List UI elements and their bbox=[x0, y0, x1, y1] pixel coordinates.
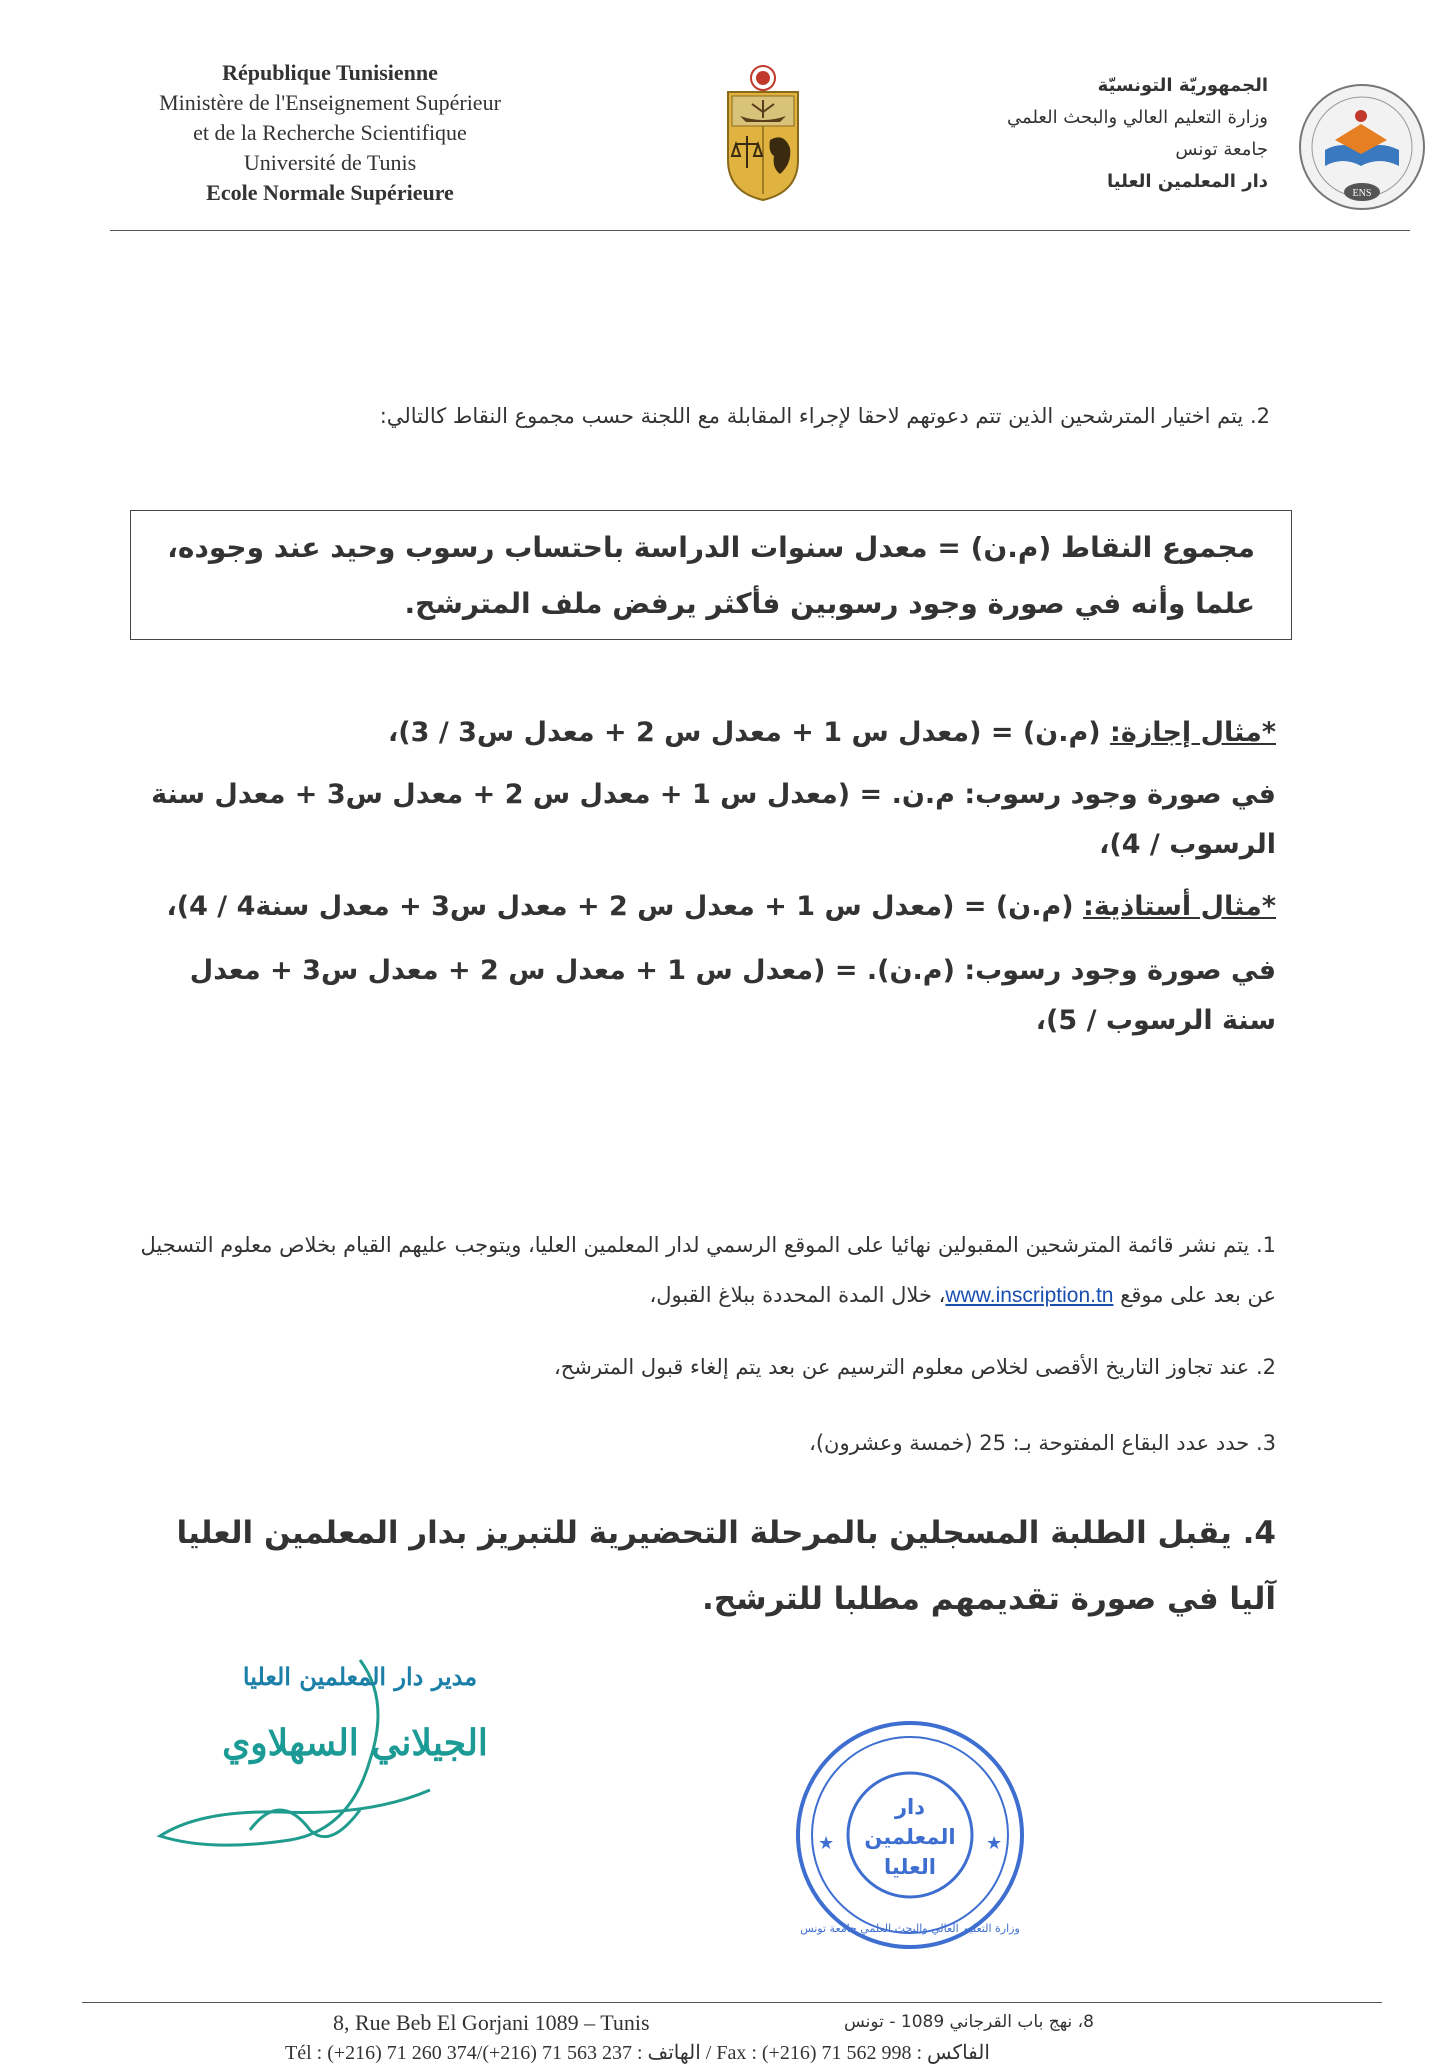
coat-of-arms-icon bbox=[722, 64, 804, 202]
example-agreg bbox=[136, 882, 1276, 932]
header-fr-ministry-cont: et de la Recherche Scientifique bbox=[193, 120, 467, 145]
section-2-number: 2. bbox=[1249, 404, 1270, 428]
header-fr-school: Ecole Normale Supérieure bbox=[206, 180, 454, 205]
header-arabic bbox=[948, 70, 1268, 198]
signature-title: مدير دار المعلمين العليا bbox=[242, 1662, 478, 1691]
header-ar-republic: الجمهوريّة التونسيّة bbox=[1097, 75, 1268, 96]
footer-address-ar: 8، نهج باب القرجاني 1089 - تونس bbox=[844, 2012, 1094, 2032]
section-2-paragraph bbox=[120, 404, 1270, 428]
example-licence-formula: (م.ن) = (معدل س 1 + معدل س 2 + معدل س3 / 3)، bbox=[388, 717, 1101, 748]
list-item-3-text: حدد عدد البقاع المفتوحة بـ: 25 (خمسة وعشرون)، bbox=[809, 1431, 1250, 1455]
header-divider bbox=[110, 230, 1410, 231]
example-agreg-label: *مثال أستاذية: bbox=[1083, 891, 1276, 922]
header-fr-republic: République Tunisienne bbox=[222, 60, 438, 85]
footer-contact-line: Tél : (+216) 71 260 374/(+216) 71 563 237 : الهاتف / Fax : (+216) 71 562 998 : الفاكس bbox=[285, 2042, 990, 2064]
header-ar-university: جامعة تونس bbox=[1175, 139, 1268, 160]
list-item bbox=[126, 1342, 1276, 1392]
list-item-number: 1. bbox=[1255, 1233, 1276, 1257]
seal-center-text: دار المعلمين العليا bbox=[864, 1795, 956, 1879]
ens-logo-text: ENS bbox=[1352, 188, 1372, 199]
svg-text:★: ★ bbox=[818, 1833, 835, 1854]
ens-logo-icon bbox=[1295, 80, 1430, 215]
example-licence-label: *مثال إجازة: bbox=[1110, 717, 1276, 748]
example-licence bbox=[136, 708, 1276, 758]
signature-name: الجيلاني السهلاوي bbox=[222, 1722, 488, 1764]
header-ar-school: دار المعلمين العليا bbox=[1107, 171, 1268, 192]
list-item-number: 2. bbox=[1255, 1355, 1276, 1379]
list-item-4-text: يقبل الطلبة المسجلين بالمرحلة التحضيرية للتبريز بدار المعلمين العليا آليا في صورة تقديمهم مطلبا للترشح. bbox=[176, 1515, 1276, 1617]
svg-text:★: ★ bbox=[986, 1833, 1003, 1854]
list-item bbox=[126, 1418, 1276, 1468]
footer-divider bbox=[82, 2002, 1382, 2003]
footer-address-fr: 8, Rue Beb El Gorjani 1089 – Tunis bbox=[333, 2010, 650, 2035]
seal-ring-text: وزارة التعليم العالي والبحث العلمي جامعة تونس bbox=[800, 1922, 1020, 1935]
inscription-link[interactable]: www.inscription.tn bbox=[945, 1284, 1114, 1307]
list-item-number: 3. bbox=[1255, 1431, 1276, 1455]
example-agreg-fail: في صورة وجود رسوب: (م.ن). = (معدل س 1 + معدل س 2 + معدل س3 + معدل سنة الرسوب / 5)، bbox=[189, 955, 1276, 1036]
list-item bbox=[126, 1220, 1276, 1321]
list-item-1-text-a: يتم نشر قائمة المترشحين المقبولين نهائيا على الموقع الرسمي لدار المعلمين العليا، ويتوجب عليهم القيام بخلاص معلوم التسجيل عن بعد على موقع bbox=[140, 1233, 1276, 1307]
header-fr-university: Université de Tunis bbox=[243, 150, 417, 175]
list-item-number: 4. bbox=[1242, 1515, 1276, 1551]
header-french bbox=[95, 58, 565, 208]
example-agreg-formula: (م.ن) = (معدل س 1 + معدل س 2 + معدل س3 + معدل سنة4 / 4)، bbox=[166, 891, 1074, 922]
section-2-text: يتم اختيار المترشحين الذين تتم دعوتهم لاحقا لإجراء المقابلة مع اللجنة حسب مجموع النقاط كالتالي: bbox=[379, 404, 1244, 428]
list-item bbox=[126, 1500, 1276, 1632]
header-fr-ministry: Ministère de l'Enseignement Supérieur bbox=[159, 90, 501, 115]
list-item-2-text: عند تجاوز التاريخ الأقصى لخلاص معلوم الترسيم عن بعد يتم إلغاء قبول المترشح، bbox=[553, 1355, 1250, 1379]
list-item-1-text-b: ، خلال المدة المحددة ببلاغ القبول، bbox=[649, 1283, 946, 1307]
header-ar-ministry: وزارة التعليم العالي والبحث العلمي bbox=[1007, 107, 1268, 128]
formula-box-text: مجموع النقاط (م.ن) = معدل سنوات الدراسة باحتساب رسوب وحيد عند وجوده، علما وأنه في صورة وجود رسوبين فأكثر يرفض ملف المترشح. bbox=[167, 531, 1255, 620]
example-licence-fail: في صورة وجود رسوب: م.ن. = (معدل س 1 + معدل س 2 + معدل س3 + معدل سنة الرسوب / 4)، bbox=[151, 779, 1276, 860]
